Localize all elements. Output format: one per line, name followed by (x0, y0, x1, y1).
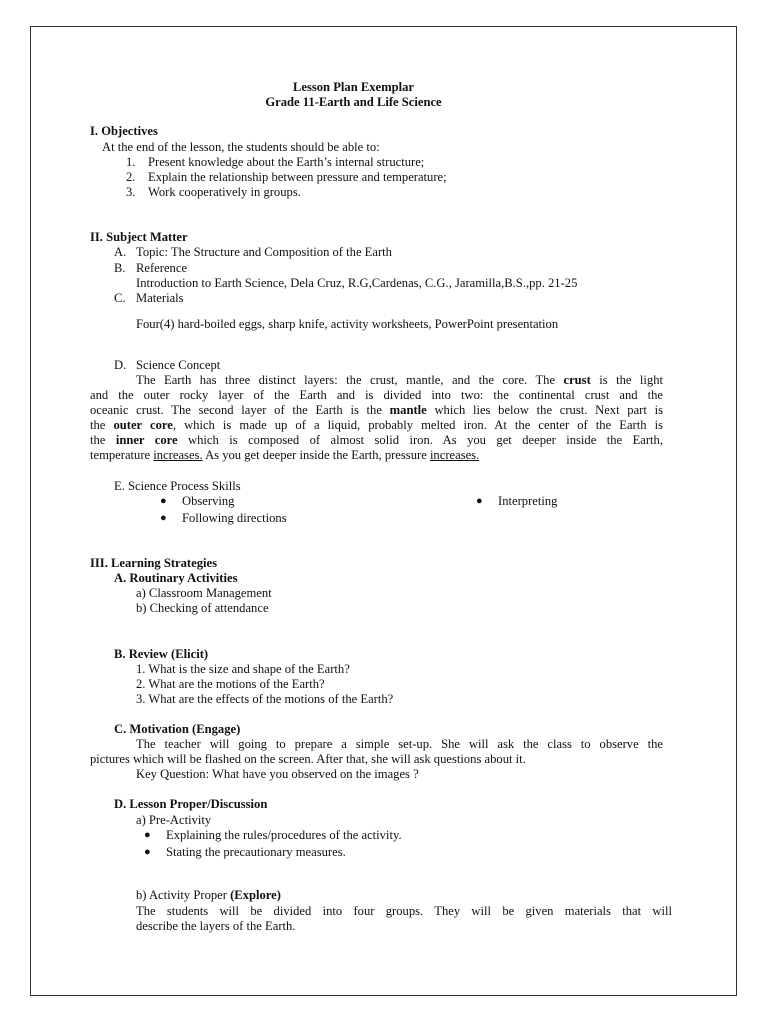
concept-heading: Science Concept (136, 358, 221, 372)
bullet-icon: ● (160, 495, 167, 507)
bullet-icon: ● (160, 512, 167, 524)
skill-item: Following directions (182, 511, 287, 525)
objectives-heading: I. Objectives (90, 124, 158, 138)
pre-activity-item: Explaining the rules/procedures of the activity. (166, 828, 402, 842)
routinary-heading: A. Routinary Activities (114, 571, 238, 585)
topic-text: Topic: The Structure and Composition of the Earth (136, 245, 392, 259)
skill-item: Observing (182, 494, 235, 508)
review-item: 1. What is the size and shape of the Earth? (136, 662, 350, 676)
reference-label: B. (114, 261, 126, 275)
motivation-line: pictures which will be flashed on the screen. After that, she will ask questions about it. (90, 752, 526, 766)
concept-label: D. (114, 358, 127, 372)
materials-heading: Materials (136, 291, 184, 305)
objective-number: 2. (126, 170, 136, 184)
materials-text: Four(4) hard-boiled eggs, sharp knife, activity worksheets, PowerPoint presentation (136, 317, 559, 331)
objective-item: Present knowledge about the Earth’s internal structure; (148, 155, 425, 169)
review-heading: B. Review (Elicit) (114, 647, 209, 661)
subject-matter-heading: II. Subject Matter (90, 230, 188, 244)
activity-line: The students will be divided into four groups. They will be given materials that will (136, 904, 672, 918)
objective-number: 3. (126, 185, 136, 199)
routinary-item: b) Checking of attendance (136, 601, 269, 615)
concept-line: and the outer rocky layer of the Earth and is divided into two: the continental crust and the (90, 388, 663, 402)
key-question: Key Question: What have you observed on the images ? (136, 767, 419, 781)
objective-item: Explain the relationship between pressure and temperature; (148, 170, 447, 184)
skill-item: Interpreting (498, 494, 558, 508)
reference-heading: Reference (136, 261, 188, 275)
activity-line: describe the layers of the Earth. (136, 919, 296, 933)
bullet-icon: ● (144, 846, 151, 858)
learning-strategies-heading: III. Learning Strategies (90, 556, 217, 570)
pre-activity-item: Stating the precautionary measures. (166, 845, 346, 859)
document-subtitle: Grade 11-Earth and Life Science (265, 95, 442, 109)
concept-line: temperature increases. As you get deeper inside the Earth, pressure increases. (90, 448, 480, 462)
concept-line: the outer core, which is made up of a liquid, probably melted iron. At the center of the Earth is (90, 418, 663, 432)
concept-line: the inner core which is composed of almost solid iron. As you get deeper inside the Earth, (90, 433, 663, 447)
bullet-icon: ● (476, 495, 483, 507)
pre-activity-heading: a) Pre-Activity (136, 813, 212, 827)
concept-line: The Earth has three distinct layers: the crust, mantle, and the core. The crust is the light (136, 373, 663, 387)
objective-item: Work cooperatively in groups. (148, 185, 301, 199)
objectives-intro: At the end of the lesson, the students should be able to: (102, 140, 380, 154)
bullet-icon: ● (144, 829, 151, 841)
topic-label: A. (114, 245, 127, 259)
document-title: Lesson Plan Exemplar (292, 80, 415, 94)
review-item: 3. What are the effects of the motions of the Earth? (136, 692, 394, 706)
motivation-heading: C. Motivation (Engage) (114, 722, 241, 736)
skills-heading: E. Science Process Skills (114, 479, 241, 493)
lesson-proper-heading: D. Lesson Proper/Discussion (114, 797, 268, 811)
review-item: 2. What are the motions of the Earth? (136, 677, 325, 691)
activity-proper-heading: b) Activity Proper (Explore) (136, 888, 281, 902)
motivation-line: The teacher will going to prepare a simple set-up. She will ask the class to observe the (136, 737, 663, 751)
concept-line: oceanic crust. The second layer of the Earth is the mantle which lies below the crust. Next part is (90, 403, 663, 417)
reference-text: Introduction to Earth Science, Dela Cruz, R.G,Cardenas, C.G., Jaramilla,B.S.,pp. 21-25 (136, 276, 578, 290)
routinary-item: a) Classroom Management (136, 586, 272, 600)
objective-number: 1. (126, 155, 136, 169)
materials-label: C. (114, 291, 126, 305)
